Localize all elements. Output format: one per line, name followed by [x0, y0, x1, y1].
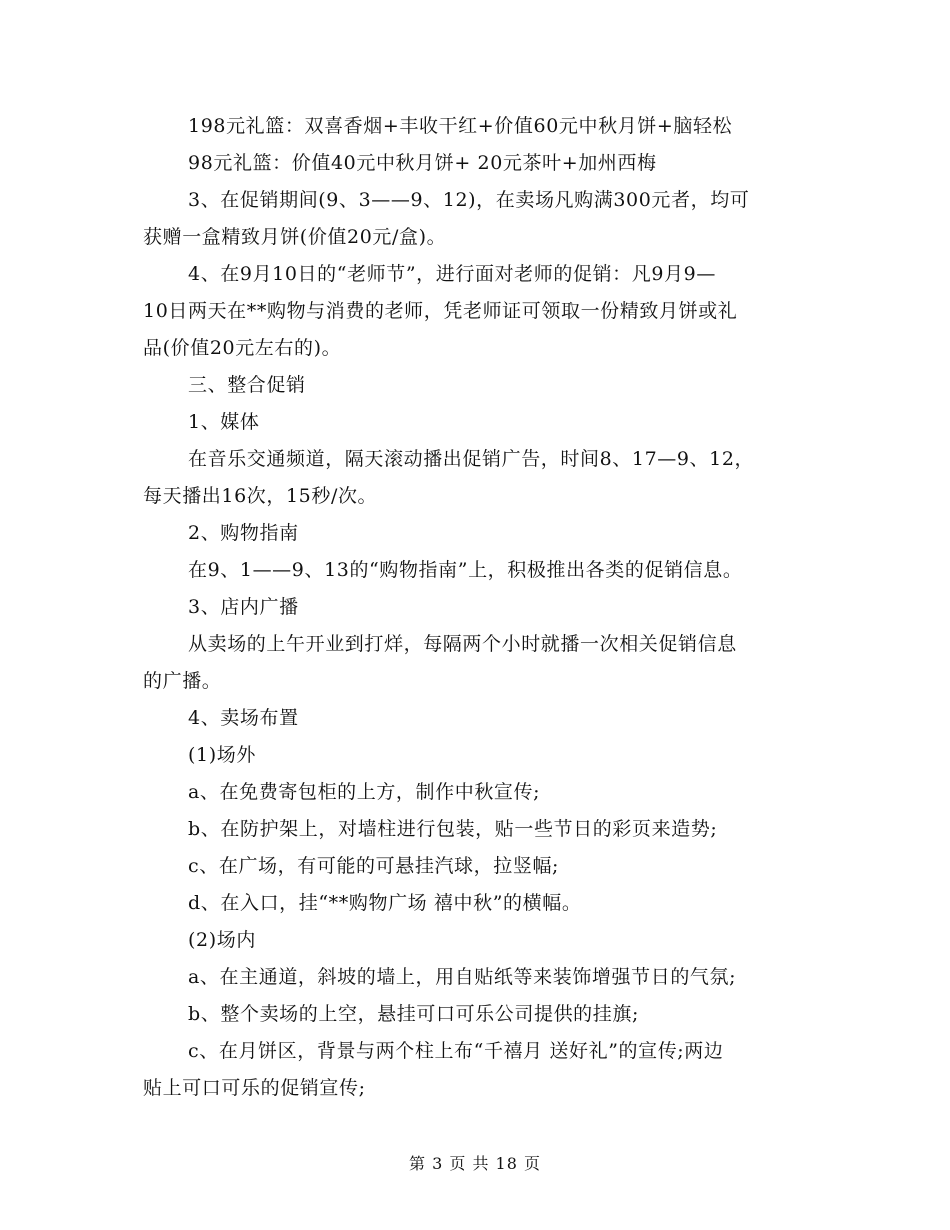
subsection-heading: 3、店内广播	[188, 596, 299, 618]
list-item: d、在入口，挂“**购物广场 禧中秋”的横幅。	[188, 892, 582, 914]
text-line: 获赠一盒精致月饼(价值20元/盒)。	[143, 226, 447, 248]
list-heading: (1)场外	[188, 744, 256, 766]
list-item: b、在防护架上，对墙柱进行包装，贴一些节日的彩页来造势;	[188, 818, 718, 840]
section-heading: 三、整合促销	[188, 374, 306, 396]
document-body	[143, 108, 808, 1107]
list-item: b、整个卖场的上空，悬挂可口可乐公司提供的挂旗;	[188, 1003, 639, 1025]
text-line: 品(价值20元左右的)。	[143, 337, 342, 359]
text-line: 的广播。	[143, 670, 222, 692]
subsection-heading: 1、媒体	[188, 411, 260, 433]
list-heading: (2)场内	[188, 929, 256, 951]
text-line: 4、在9月10日的“老师节”，进行面对老师的促销：凡9月9—	[188, 263, 716, 285]
text-line: 198元礼篮：双喜香烟+丰收干红+价值60元中秋月饼+脑轻松	[188, 115, 733, 137]
text-line: 98元礼篮：价值40元中秋月饼+ 20元茶叶+加州西梅	[188, 152, 657, 174]
text-line: 10日两天在**购物与消费的老师，凭老师证可领取一份精致月饼或礼	[143, 300, 738, 322]
list-item: a、在免费寄包柜的上方，制作中秋宣传;	[188, 781, 541, 803]
text-line: 从卖场的上午开业到打烊，每隔两个小时就播一次相关促销信息	[188, 633, 737, 655]
text-line: 在9、1——9、13的“购物指南”上，积极推出各类的促销信息。	[188, 559, 743, 581]
list-item: c、在广场，有可能的可悬挂汽球，拉竖幅;	[188, 855, 560, 877]
text-line: 每天播出16次，15秒/次。	[143, 485, 378, 507]
list-item: c、在月饼区，背景与两个柱上布“千禧月 送好礼”的宣传;两边	[188, 1040, 724, 1062]
page-number-footer: 第 3 页 共 18 页	[409, 1154, 541, 1173]
text-line: 在音乐交通频道，隔天滚动播出促销广告，时间8、17—9、12，	[188, 448, 755, 470]
list-item: a、在主通道，斜坡的墙上，用自贴纸等来装饰增强节日的气氛;	[188, 966, 737, 988]
subsection-heading: 2、购物指南	[188, 522, 299, 544]
text-line: 贴上可口可乐的促销宣传;	[143, 1077, 366, 1099]
subsection-heading: 4、卖场布置	[188, 707, 299, 729]
text-line: 3、在促销期间(9、3——9、12)，在卖场凡购满300元者，均可	[188, 189, 750, 211]
